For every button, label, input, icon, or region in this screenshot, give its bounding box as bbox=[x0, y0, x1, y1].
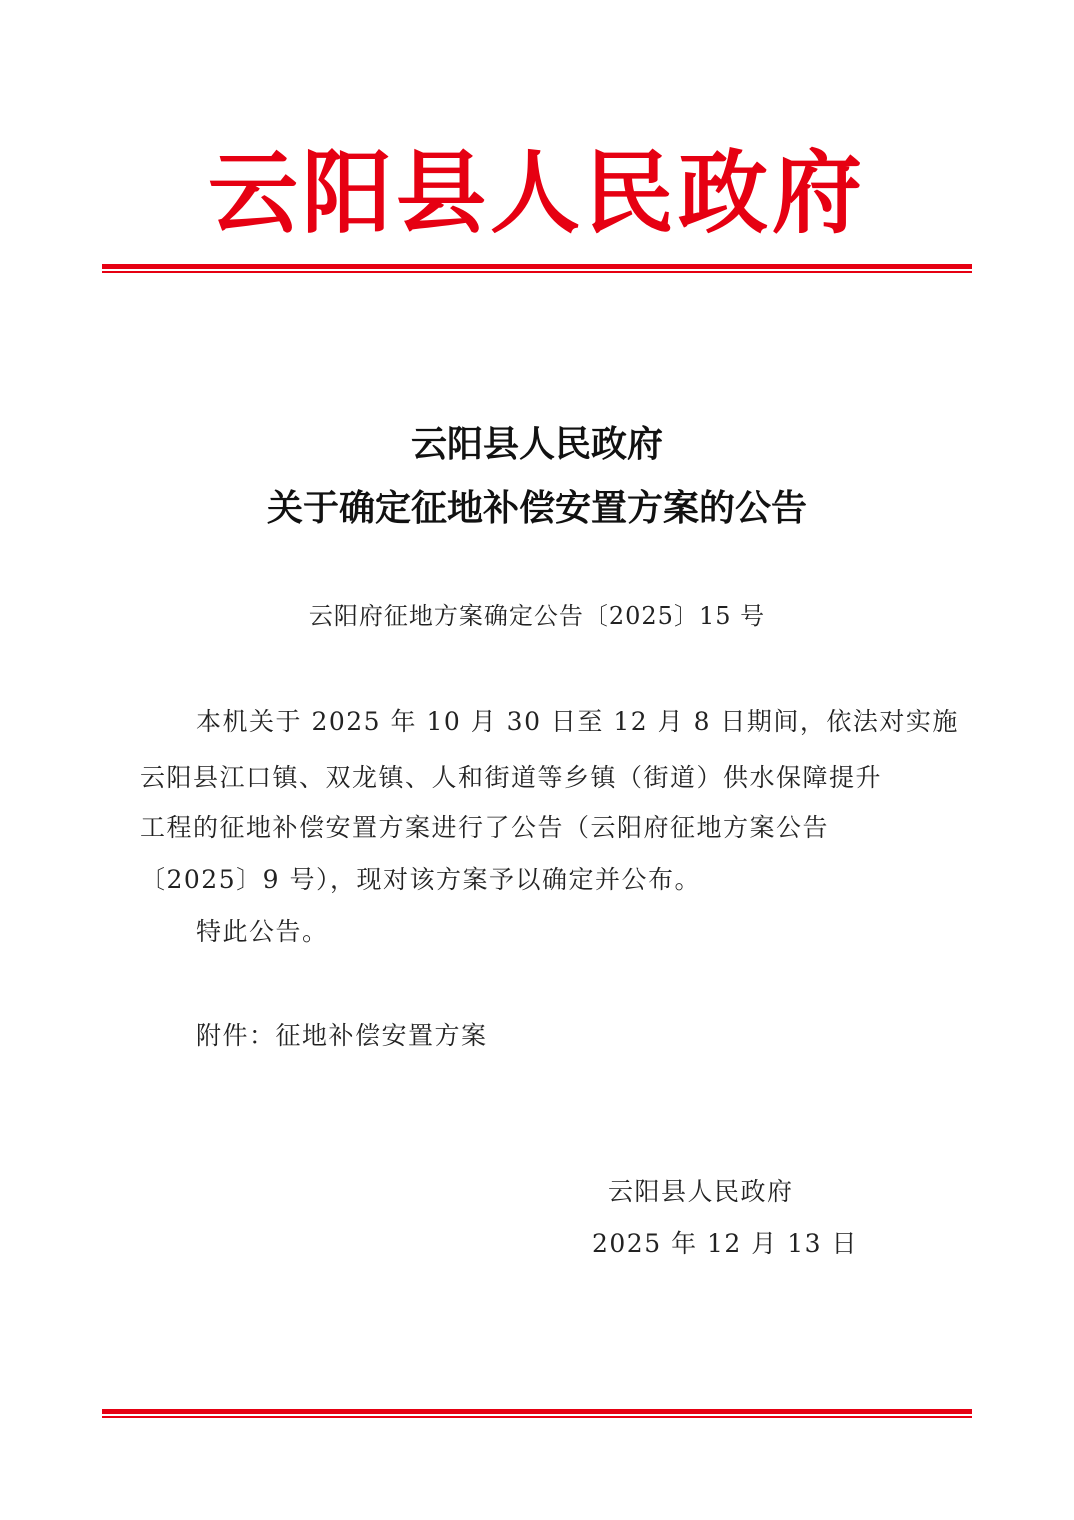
masthead-divider bbox=[102, 264, 972, 273]
signature-organization: 云阳县人民政府 bbox=[608, 1177, 794, 1206]
closing-statement: 特此公告。 bbox=[196, 917, 329, 946]
attachment-note: 附件：征地补偿安置方案 bbox=[196, 1021, 488, 1050]
footer-divider bbox=[102, 1409, 972, 1418]
document-title-line-1: 云阳县人民政府 bbox=[410, 423, 663, 465]
body-line-3: 工程的征地补偿安置方案进行了公告（云阳府征地方案公告 bbox=[140, 813, 830, 842]
body-line-4: 〔2025〕9 号），现对该方案予以确定并公布。 bbox=[140, 865, 701, 894]
body-line-2: 云阳县江口镇、双龙镇、人和街道等乡镇（街道）供水保障提升 bbox=[140, 763, 883, 792]
signature-date: 2025 年 12 月 13 日 bbox=[592, 1229, 858, 1258]
document-title-line-2: 关于确定征地补偿安置方案的公告 bbox=[266, 487, 807, 529]
document-number: 云阳府征地方案确定公告〔2025〕15 号 bbox=[308, 602, 766, 630]
masthead-title: 云阳县人民政府 bbox=[208, 140, 866, 246]
body-line-1: 本机关于 2025 年 10 月 30 日至 12 月 8 日期间，依法对实施 bbox=[196, 707, 959, 736]
